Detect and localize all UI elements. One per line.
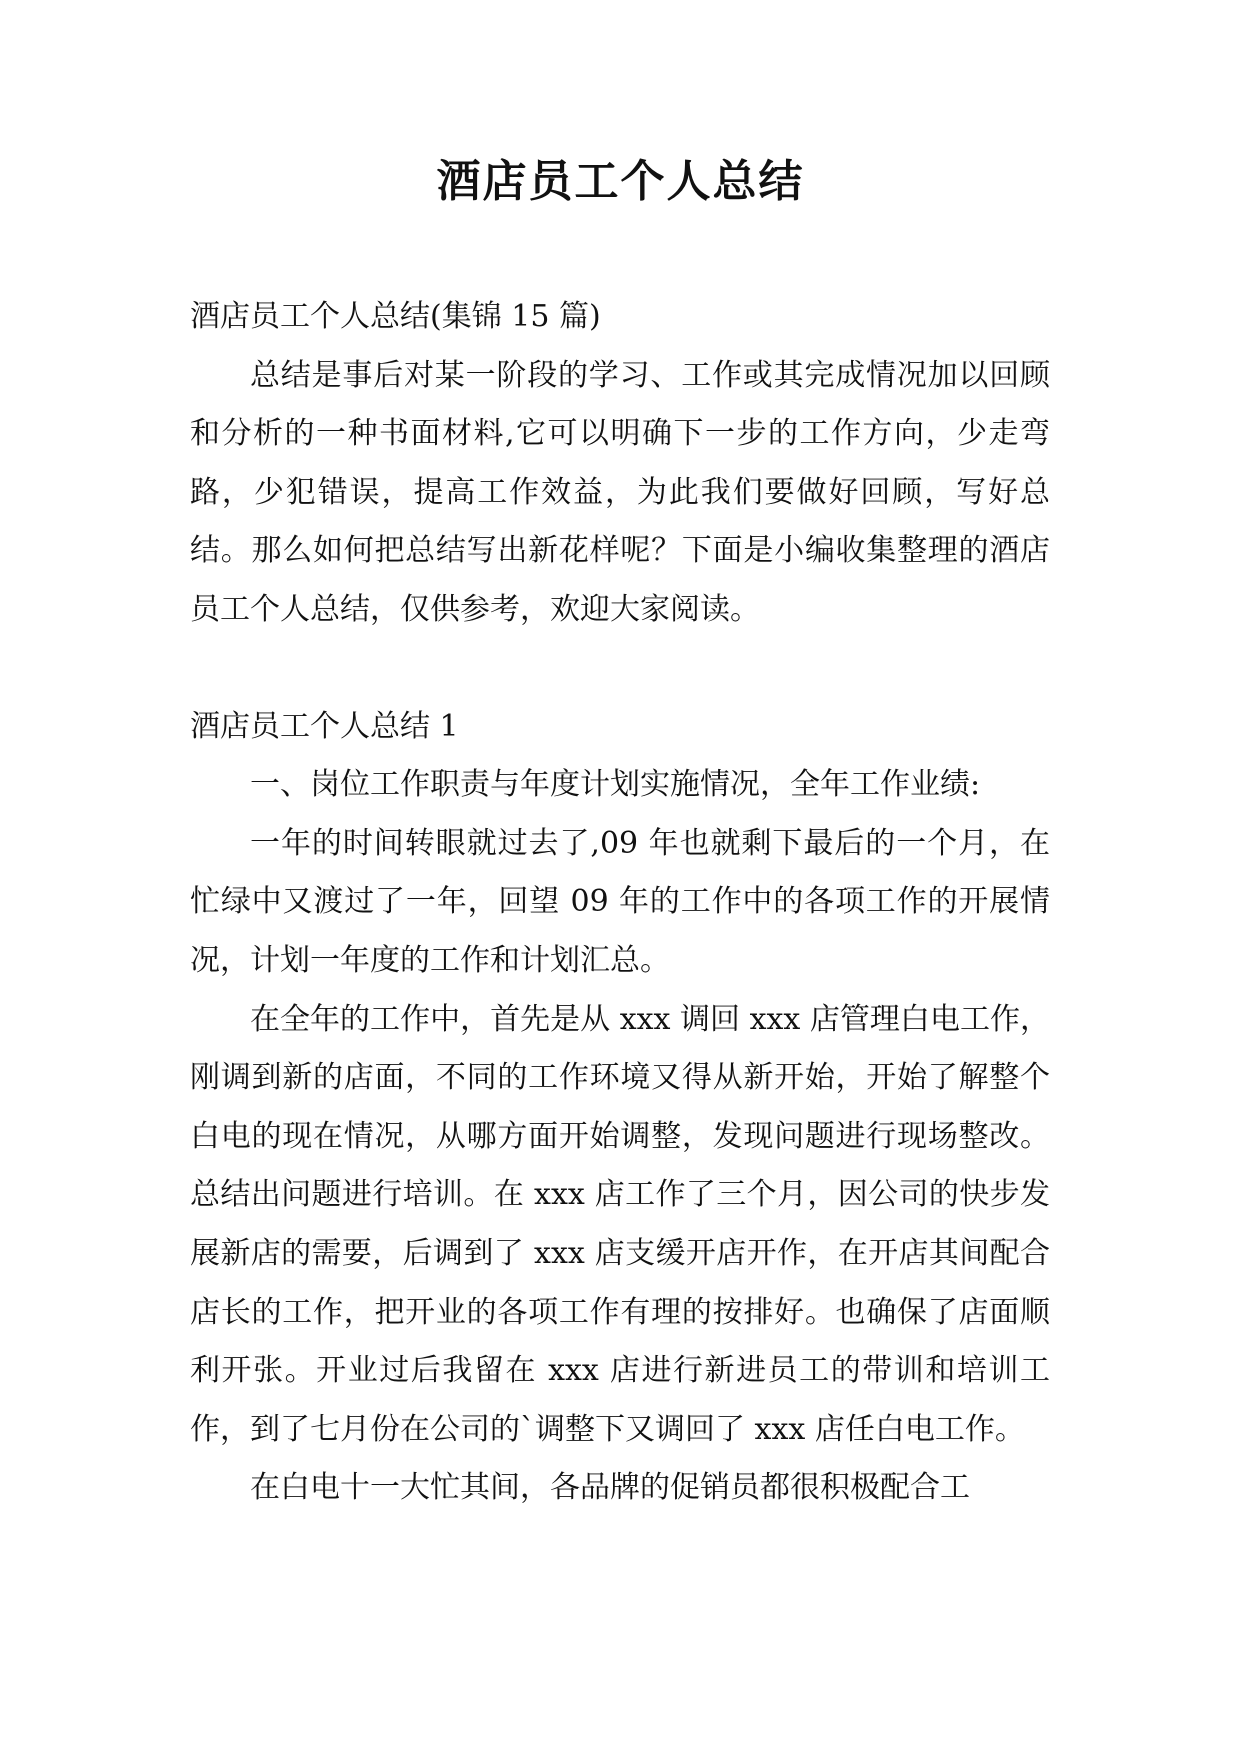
document-body — [190, 288, 1050, 1518]
document-subtitle: 酒店员工个人总结(集锦 15 篇) — [190, 299, 601, 334]
body-paragraph: 在白电十一大忙其间，各品牌的促销员都很积极配合工 — [250, 1470, 970, 1506]
section-spacer — [190, 640, 1050, 698]
section-heading: 酒店员工个人总结 1 — [190, 708, 459, 744]
intro-paragraph: 总结是事后对某一阶段的学习、工作或其完成情况加以回顾和分析的一种书面材料,它可以明确下一步的工作方向，少走弯路，少犯错误，提高工作效益，为此我们要做好回顾，写好总结。那么如何把总结写出新花样呢？下面是小编收集整理的酒店员工个人总结，仅供参考，欢迎大家阅读。 — [190, 357, 1050, 627]
body-paragraph: 一年的时间转眼就过去了,09 年也就剩下最后的一个月，在忙绿中又渡过了一年，回望 09 年的工作中的各项工作的开展情况，计划一年度的工作和计划汇总。 — [190, 825, 1050, 978]
body-paragraph: 一、岗位工作职责与年度计划实施情况，全年工作业绩: — [250, 767, 981, 803]
document-title: 酒店员工个人总结 — [436, 156, 805, 207]
body-paragraph: 在全年的工作中，首先是从 xxx 调回 xxx 店管理白电工作，刚调到新的店面，不同的工作环境又得从新开始，开始了解整个白电的现在情况，从哪方面开始调整，发现问题进行现场整改。总结出问题进行培训。在 xxx 店工作了三个月，因公司的快步发展新店的需要，后调到了 xxx 店支缓开店开作，在开店其间配合店长的工作，把开业的各项工作有理的按排好。也确保了店面顺利开张。开业过后我留在 xxx 店进行新进员工的带训和培训工作，到了七月份在公司的`调整下又调回了 xxx 店任白电工作。 — [190, 1001, 1050, 1447]
